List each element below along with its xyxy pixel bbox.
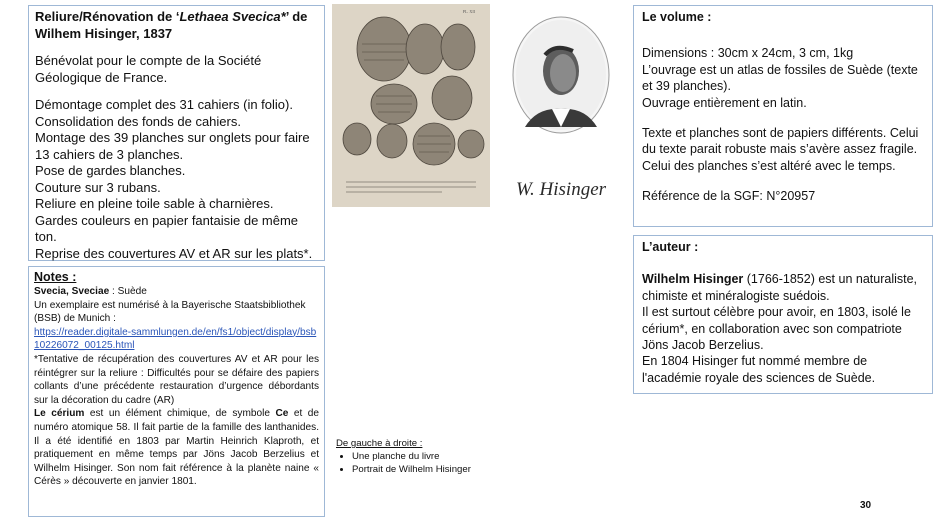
author-heading: L’auteur : <box>642 240 699 254</box>
task-item: Reliure en pleine toile sable à charnières. <box>35 196 274 211</box>
svecia-note: Svecia, Sveciae : Suède <box>34 286 147 297</box>
volume-line: Ouvrage entièrement en latin. <box>642 95 807 110</box>
plate-number: PL. XII <box>462 9 475 14</box>
sgf-reference: Référence de la SGF: N°20957 <box>642 189 816 204</box>
exemplaire-note: Un exemplaire est numérisé à la Bayerische Staatsbibliothek (BSB) de Munich : <box>34 299 306 325</box>
task-item: Pose de gardes blanches. <box>35 163 186 178</box>
fossil-plate-image <box>332 4 490 207</box>
intro-text: Bénévolat pour le compte de la Société Géologique de France. <box>35 53 262 85</box>
volume-line: Dimensions : 30cm x 24cm, 3 cm, 1kg <box>642 46 854 61</box>
paper-description: Texte et planches sont de papiers différents. Celui du texte parait robuste mais s’avère assez fragile. Celui des planches s’est altéré avec le temps. <box>642 126 919 173</box>
author-bio: Wilhelm Hisinger (1766-1852) est un naturaliste, chimiste et minéralogiste suédois. <box>642 272 918 303</box>
author-bio: En 1804 Hisinger fut nommé membre de l'académie royale des sciences de Suède. <box>642 354 876 385</box>
volume-heading: Le volume : <box>642 10 712 24</box>
caption-title: De gauche à droite : <box>336 438 423 449</box>
caption-item: • Une planche du livre <box>352 450 576 463</box>
restoration-description-box <box>28 5 325 261</box>
task-item: Gardes couleurs en papier fantaisie de même ton. <box>35 212 299 244</box>
task-item: Consolidation des fonds de cahiers. <box>35 113 241 129</box>
box-title: Reliure/Rénovation de ‘Lethaea Svecica*’ de Wilhem Hisinger, 1837 <box>35 9 308 41</box>
notes-title: Notes : <box>34 270 77 284</box>
portrait-signature: W. Hisinger <box>515 179 607 200</box>
bsb-link[interactable]: https://reader.digitale-sammlungen.de/en/fs1/object/display/bsb10226072_00125.html <box>34 326 317 352</box>
book-title: Lethaea Svecica* <box>179 9 286 24</box>
page-number: 30 <box>860 500 872 511</box>
notes-box <box>28 266 325 517</box>
task-item: Couture sur 3 rubans. <box>35 179 161 195</box>
hisinger-portrait-image <box>497 9 625 210</box>
task-item: Reprise des couvertures AV et AR sur les plats*. <box>35 245 313 261</box>
volume-box <box>633 5 933 227</box>
task-item: Démontage complet des 31 cahiers (in folio). <box>35 97 293 112</box>
cerium-note: Le cérium est un élément chimique, de symbole Ce et de numéro atomique 58. Il fait partie de la famille des lanthanides. Il a été identifié en 1803 par Martin Heinrich Klaproth, et pratiquement en même temps par Jöns Jacob Berzelius et Wilhelm Hisinger. Son nom fait référence à la planète naine « Cérès » découverte en janvier 1801. <box>34 408 319 488</box>
task-item: Montage des 39 planches sur onglets pour faire 13 cahiers de 3 planches. <box>35 130 310 162</box>
author-bio: Il est surtout célèbre pour avoir, en 1803, isolé le cérium*, en collaboration avec son compatriote Jöns Jacob Berzelius. <box>642 305 911 353</box>
image-caption <box>336 437 576 477</box>
author-box <box>633 235 933 394</box>
caption-item: • Portrait de Wilhelm Hisinger <box>352 463 576 476</box>
tentative-note: *Tentative de récupération des couvertures AV et AR pour les réintégrer sur la reliure : Difficultés pour se défaire des papiers collants d’une précédente restauration d’urgence débordants sur la décoration du cadre (AR) <box>34 353 319 406</box>
volume-line: L’ouvrage est un atlas de fossiles de Suède (texte et 39 planches). <box>642 62 918 94</box>
